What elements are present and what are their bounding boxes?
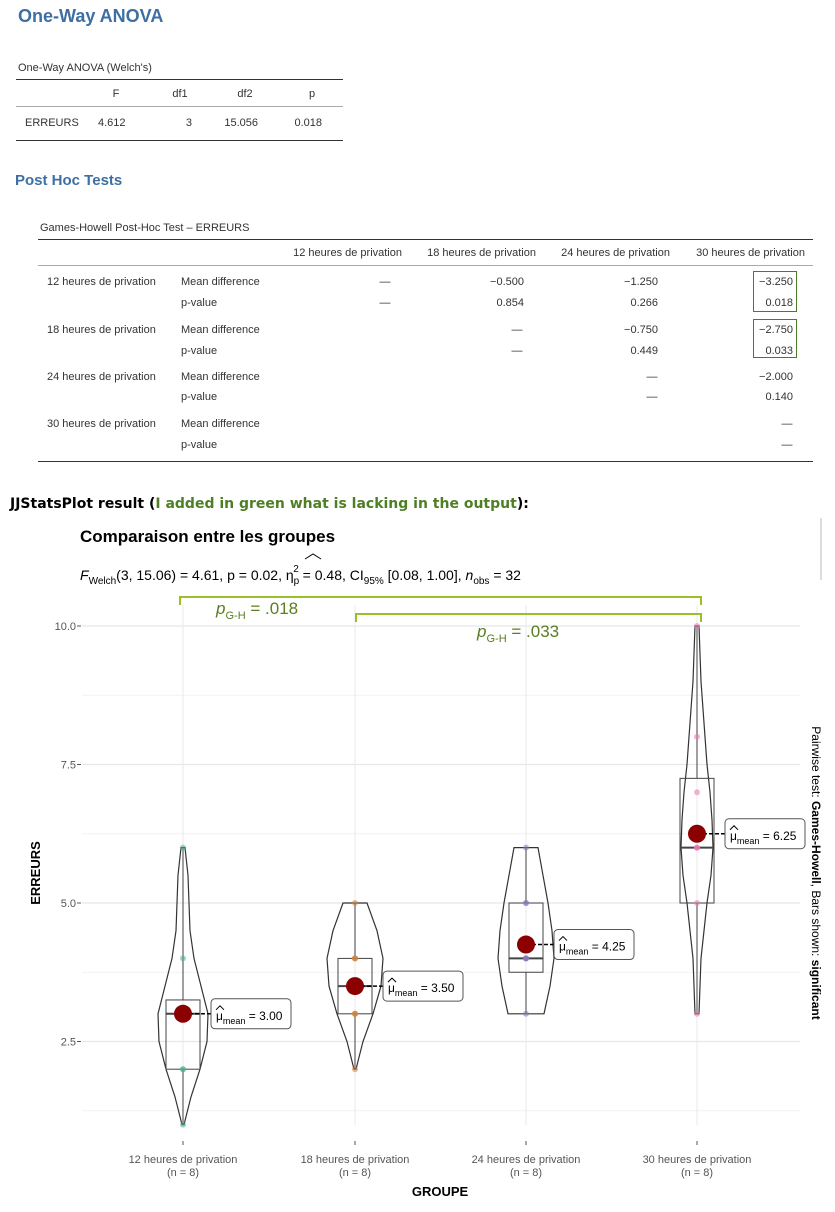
text-span: , Bars shown: — [809, 883, 823, 960]
y-tick-label: 10.0 — [54, 621, 76, 633]
x-tick-label: 12 heures de privation — [128, 1154, 238, 1166]
text-span: Games-Howell — [809, 800, 823, 884]
data-point — [694, 845, 700, 851]
text-span: Pairwise test: — [809, 726, 823, 801]
text-span: obs — [473, 576, 490, 587]
posthoc-row-group: 30 heures de privation — [47, 418, 156, 430]
anova-f-value: 4.612 — [98, 117, 126, 129]
text-span: mean — [565, 946, 589, 957]
posthoc-cell: — — [379, 276, 391, 288]
posthoc-cell: — — [646, 371, 658, 383]
posthoc-col-12: 12 heures de privation — [293, 247, 402, 259]
y-tick-label: 5.0 — [60, 898, 76, 910]
anova-col-df1: df1 — [172, 88, 188, 100]
mean-point — [346, 977, 364, 995]
posthoc-cell: 0.266 — [630, 297, 658, 309]
text-span: η — [285, 567, 294, 583]
text-span: n — [465, 567, 474, 583]
posthoc-pv-label: p-value — [181, 345, 218, 357]
x-axis-label: GROUPE — [411, 1184, 469, 1199]
text-span: = 32 — [489, 567, 521, 583]
anova-heading: One-Way ANOVA — [18, 6, 164, 26]
posthoc-md-label: Mean difference — [181, 418, 260, 430]
anova-row-label: ERREURS — [25, 117, 79, 129]
data-point — [694, 1011, 700, 1017]
mean-point — [517, 936, 535, 954]
heading-prefix: JJStatsPlot result ( — [10, 496, 156, 512]
text-span: μ — [730, 828, 737, 843]
text-span: significant — [809, 959, 823, 1020]
text-span: = 0.48, CI — [298, 567, 364, 583]
posthoc-pv-label: p-value — [181, 391, 218, 403]
mean-point — [688, 825, 706, 843]
posthoc-md-label: Mean difference — [181, 371, 260, 383]
text-span: mean — [394, 988, 418, 999]
text-span: mean — [736, 835, 760, 846]
x-tick-count: (n = 8) — [680, 1167, 714, 1179]
posthoc-row-group: 24 heures de privation — [47, 371, 156, 383]
posthoc-row-group: 12 heures de privation — [47, 276, 156, 288]
y-tick-label: 7.5 — [60, 759, 76, 772]
posthoc-col-18: 18 heures de privation — [427, 247, 536, 259]
significance-bracket — [356, 614, 701, 622]
posthoc-cell: — — [379, 297, 391, 309]
data-point — [523, 900, 529, 906]
text-span: μ — [388, 981, 395, 996]
posthoc-md-label: Mean difference — [181, 276, 260, 288]
posthoc-cell: — — [511, 324, 523, 336]
text-span: (3, 15.06) = 4.61, — [116, 567, 228, 583]
anova-df1-value: 3 — [185, 117, 192, 129]
x-tick-label: 30 heures de privation — [642, 1154, 752, 1166]
data-point — [694, 789, 700, 795]
pairwise-caption — [809, 726, 823, 1019]
posthoc-cell: — — [781, 418, 793, 430]
text-span: = 3.50 — [417, 981, 455, 996]
text-span: 95% — [363, 576, 384, 587]
x-tick-count: (n = 8) — [338, 1167, 372, 1179]
text-span: μ — [559, 939, 566, 954]
y-axis-label: ERREURS — [28, 841, 43, 905]
posthoc-cell: 0.033 — [765, 345, 793, 357]
data-point — [352, 1011, 358, 1017]
data-point — [523, 1011, 529, 1017]
posthoc-pv-label: p-value — [181, 297, 218, 309]
posthoc-cell: — — [781, 439, 793, 451]
text-span: mean — [222, 1015, 246, 1026]
x-tick-label: 24 heures de privation — [471, 1154, 581, 1166]
posthoc-cell: 0.449 — [630, 345, 658, 357]
data-point — [180, 1122, 186, 1128]
data-point — [523, 845, 529, 851]
posthoc-cell: −1.250 — [624, 276, 658, 288]
text-span: μ — [216, 1008, 223, 1023]
data-point — [694, 734, 700, 740]
x-tick-count: (n = 8) — [509, 1167, 543, 1179]
data-point — [352, 955, 358, 961]
text-span: = .033 — [506, 622, 560, 641]
posthoc-pv-label: p-value — [181, 439, 218, 451]
text-span: Welch — [88, 576, 117, 587]
text-span: G-H — [486, 633, 507, 645]
anova-col-df2: df2 — [237, 88, 253, 100]
data-point — [352, 1066, 358, 1072]
text-span: p — [216, 599, 226, 618]
data-point — [180, 1066, 186, 1072]
posthoc-cell: −0.500 — [490, 276, 524, 288]
posthoc-cell: −2.750 — [759, 324, 793, 336]
posthoc-table-title: Games-Howell Post-Hoc Test – ERREURS — [40, 222, 250, 234]
data-point — [694, 900, 700, 906]
text-span: = 3.00 — [245, 1008, 283, 1023]
text-span: = 6.25 — [759, 828, 797, 843]
eta-hat — [305, 554, 321, 559]
posthoc-cell: −0.750 — [624, 324, 658, 336]
heading-suffix: ): — [516, 496, 529, 512]
anova-p-value: 0.018 — [294, 117, 322, 129]
text-span: p — [477, 622, 487, 641]
posthoc-col-24: 24 heures de privation — [561, 247, 670, 259]
text-span: [0.08, 1.00], — [383, 567, 466, 583]
data-point — [523, 955, 529, 961]
text-span: p — [293, 576, 300, 587]
posthoc-row-group: 18 heures de privation — [47, 324, 156, 336]
text-span: = .018 — [245, 599, 299, 618]
text-span: 2 — [293, 564, 299, 575]
anova-df2-value: 15.056 — [224, 117, 258, 129]
posthoc-cell: 0.018 — [765, 297, 793, 309]
text-span: p = 0.02, — [227, 567, 286, 583]
posthoc-md-label: Mean difference — [181, 324, 260, 336]
mean-point — [174, 1005, 192, 1023]
data-point — [352, 900, 358, 906]
text-span: = 4.25 — [588, 939, 626, 954]
x-tick-count: (n = 8) — [166, 1167, 200, 1179]
y-tick-label: 2.5 — [60, 1036, 76, 1049]
chart-title: Comparaison entre les groupes — [80, 527, 336, 546]
chart-subtitle — [80, 564, 521, 587]
data-point — [694, 623, 700, 629]
posthoc-cell: — — [646, 391, 658, 403]
posthoc-cell: −3.250 — [759, 276, 793, 288]
anova-col-p: p — [308, 88, 316, 100]
posthoc-cell: 0.140 — [765, 391, 793, 403]
data-point — [180, 955, 186, 961]
heading-green-note: I added in green what is lacking in the output — [155, 496, 517, 512]
posthoc-cell: — — [511, 345, 523, 357]
posthoc-col-30: 30 heures de privation — [696, 247, 805, 259]
anova-col-f: F — [112, 88, 120, 100]
text-span: F — [80, 567, 89, 583]
anova-table-title: One-Way ANOVA (Welch's) — [18, 62, 152, 74]
significance-label — [215, 599, 298, 622]
x-tick-label: 18 heures de privation — [300, 1154, 410, 1166]
data-point — [180, 845, 186, 851]
posthoc-cell: −2.000 — [759, 371, 793, 383]
posthoc-heading: Post Hoc Tests — [15, 172, 123, 189]
text-span: G-H — [225, 610, 246, 622]
posthoc-cell: 0.854 — [496, 297, 524, 309]
